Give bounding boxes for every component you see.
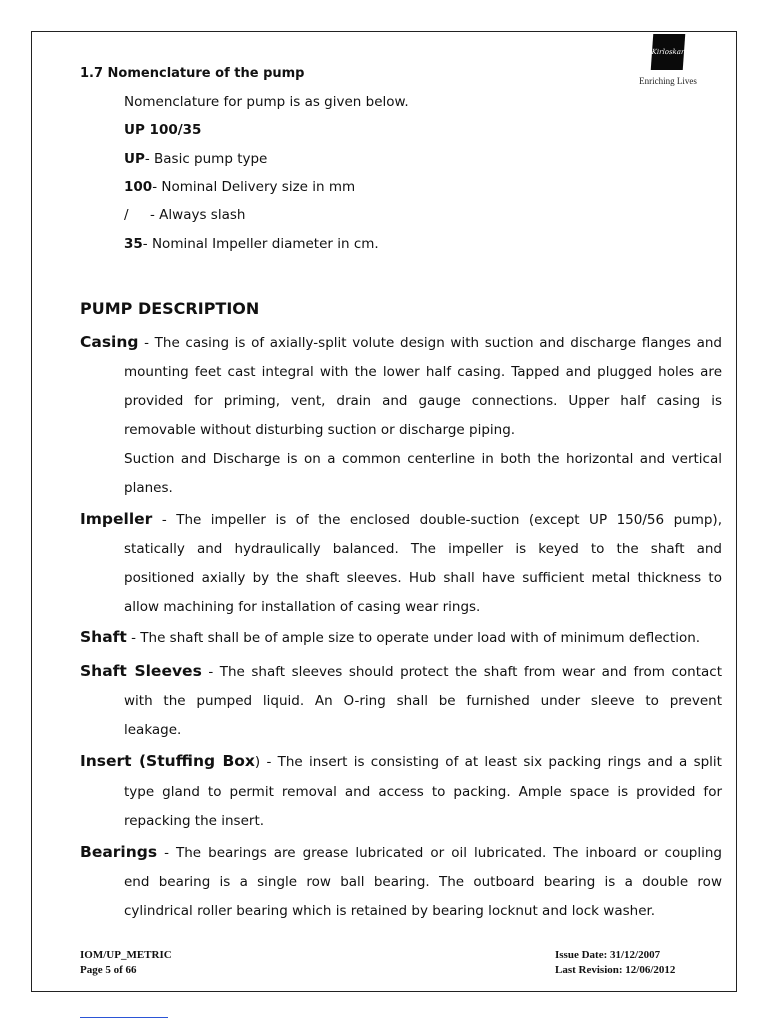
item-code: UP [124,151,145,167]
insert-line-1: ) - The insert is consisting of at least six packing rings and a split [254,754,722,770]
casing-line-5: Suction and Discharge is on a common centerline in both the horizontal and vertical [124,451,722,467]
footer-right [555,948,675,978]
item-text: - Nominal Delivery size in mm [152,179,356,195]
nomenclature-intro: Nomenclature for pump is as given below. [124,94,409,110]
logo-tagline: Enriching Lives [639,76,697,86]
page-number: Page 5 of 66 [80,964,137,976]
casing-line-4: removable without disturbing suction or discharge piping. [124,422,516,438]
impeller-paragraph [80,510,722,528]
impeller-line-3: positioned axially by the shaft sleeves. Hub shall have sufficient metal thickness to [124,570,722,586]
logo-mark: Kirloskar [651,34,686,70]
bearings-term: Bearings [80,843,158,861]
nomenclature-model [124,122,201,138]
insert-paragraph [80,752,722,770]
item-code: 100 [124,179,153,195]
casing-line-2: mounting feet cast integral with the lower half casing. Tapped and plugged holes are [124,364,722,380]
item-text: - Nominal Impeller diameter in cm. [142,236,379,252]
insert-line-2: type gland to permit removal and access to packing. Ample space is provided for [124,784,722,800]
hyperlink-underline[interactable] [80,1017,168,1018]
casing-line-1: - The casing is of axially-split volute design with suction and discharge flanges and [138,335,722,351]
bearings-line-1: - The bearings are grease lubricated or oil lubricated. The inboard or coupling [157,845,722,861]
sleeves-line-1: - The shaft sleeves should protect the shaft from wear and from contact [201,664,722,680]
bearings-line-3: cylindrical roller bearing which is retained by bearing locknut and lock washer. [124,903,656,919]
sleeves-line-2: with the pumped liquid. An O-ring shall be furnished under sleeve to prevent [124,693,722,709]
insert-line-3: repacking the insert. [124,813,265,829]
issue-date: Issue Date: 31/12/2007 [555,949,661,961]
casing-paragraph [80,333,722,351]
shaft-term: Shaft [80,628,127,646]
shaft-paragraph [80,628,700,646]
pump-description-heading: PUMP DESCRIPTION [80,299,260,318]
bearings-line-2: end bearing is a single row ball bearing. The outboard bearing is a double row [124,874,722,890]
nomenclature-item [124,179,355,195]
item-code: 35 [124,236,143,252]
casing-term: Casing [80,333,139,351]
impeller-line-2: statically and hydraulically balanced. The impeller is keyed to the shaft and [124,541,722,557]
nomenclature-item [124,151,267,167]
last-revision: Last Revision: 12/06/2012 [555,964,676,976]
sleeves-line-3: leakage. [124,722,182,738]
footer-left [80,948,172,978]
company-logo [628,34,708,94]
nomenclature-item [124,207,245,223]
impeller-line-4: allow machining for installation of casing wear rings. [124,599,481,615]
sleeves-paragraph [80,662,722,680]
casing-line-3: provided for priming, vent, drain and gauge connections. Upper half casing is [124,393,722,409]
shaft-line-1: - The shaft shall be of ample size to operate under load with of minimum deflection. [126,630,701,646]
impeller-line-1: - The impeller is of the enclosed double-suction (except UP 150/56 pump), [152,512,722,528]
item-text: - Always slash [128,207,246,223]
section-title: 1.7 Nomenclature of the pump [80,66,305,81]
sleeves-term: Shaft Sleeves [80,662,202,680]
insert-term: Insert (Stuffing Box [80,752,255,770]
casing-line-6: planes. [124,480,173,496]
bearings-paragraph [80,843,722,861]
nomenclature-item [124,236,379,252]
item-code: / [124,207,129,223]
item-text: - Basic pump type [144,151,268,167]
model-code: UP 100/35 [124,122,202,138]
document-id: IOM/UP_METRIC [80,949,172,961]
impeller-term: Impeller [80,510,153,528]
